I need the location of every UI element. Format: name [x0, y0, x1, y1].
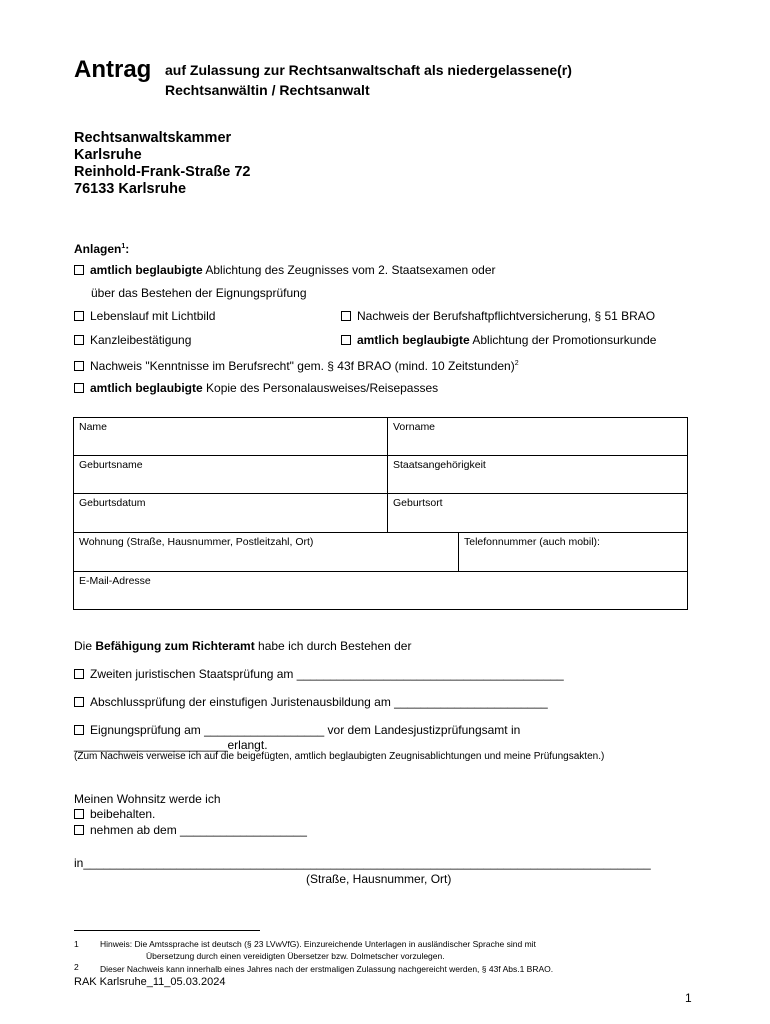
footnote-2-marker: 2: [74, 962, 79, 972]
anlage-ausweis: amtlich beglaubigte Kopie des Personalausweises/Reisepasses: [74, 381, 438, 395]
document-id: RAK Karlsruhe_11_05.03.2024: [74, 976, 226, 988]
field-label: E-Mail-Adresse: [79, 575, 151, 587]
anlage-promotion: amtlich beglaubigte Ablichtung der Promotionsurkunde: [341, 333, 656, 347]
footnote-2-text: Dieser Nachweis kann innerhalb eines Jahres nach der erstmaligen Zulassung nachgereicht werden, § 43f Abs.1 BRAO.: [100, 964, 554, 974]
checkbox[interactable]: [74, 825, 84, 835]
address-line: Reinhold-Frank-Straße 72: [74, 164, 251, 180]
checkbox[interactable]: [341, 335, 351, 345]
wohnsitz-intro: Meinen Wohnsitz werde ich: [74, 792, 221, 806]
wohnsitz-option-beibehalten: beibehalten.: [74, 807, 155, 821]
field-label: Geburtsort: [393, 497, 443, 509]
field-geburtsort[interactable]: [387, 493, 688, 533]
wohnsitz-caption: (Straße, Hausnummer, Ort): [306, 872, 452, 886]
checkbox[interactable]: [74, 383, 84, 393]
field-email[interactable]: [73, 571, 688, 610]
address-line: 76133 Karlsruhe: [74, 181, 187, 197]
anlage-kanzlei: Kanzleibestätigung: [74, 333, 191, 347]
title-line-1: auf Zulassung zur Rechtsanwaltschaft als niedergelassene(r): [165, 62, 572, 78]
footnote-1-line-2: Übersetzung durch einen vereidigten Übersetzer bzw. Dolmetscher vorzulegen.: [146, 951, 445, 961]
field-geburtsdatum[interactable]: [73, 493, 388, 533]
field-label: Wohnung (Straße, Hausnummer, Postleitzahl, Ort): [79, 536, 314, 548]
checkbox[interactable]: [74, 725, 84, 735]
richteramt-option-cont: _______________________erlangt.: [74, 738, 268, 752]
field-vorname[interactable]: [387, 417, 688, 456]
footnote-1-line-1: Hinweis: Die Amtssprache ist deutsch (§ 23 LVwVfG). Einzureichende Unterlagen in ausländischer Sprache sind mit: [100, 939, 536, 949]
anlage-berufshaftpflicht: Nachweis der Berufshaftpflichtversicherung, § 51 BRAO: [341, 309, 655, 323]
title-line-2: Rechtsanwältin / Rechtsanwalt: [165, 82, 370, 98]
address-line: Karlsruhe: [74, 147, 142, 163]
checkbox[interactable]: [74, 311, 84, 321]
footnote-1-marker: 1: [74, 939, 79, 949]
field-geburtsname[interactable]: [73, 455, 388, 494]
checkbox[interactable]: [74, 697, 84, 707]
wohnsitz-option-nehmen: nehmen ab dem ___________________: [74, 823, 307, 837]
field-wohnung[interactable]: [73, 532, 459, 572]
field-label: Name: [79, 421, 108, 433]
checkbox[interactable]: [341, 311, 351, 321]
anlage-lebenslauf: Lebenslauf mit Lichtbild: [74, 309, 215, 323]
address-line: Rechtsanwaltskammer: [74, 130, 232, 146]
page-number: 1: [685, 991, 692, 1005]
wohnsitz-in-line[interactable]: in_____________________________________________________________________________________: [74, 856, 651, 870]
richteramt-option-staatspruefung: Zweiten juristischen Staatsprüfung am ________________________________________: [74, 667, 564, 681]
field-label: Geburtsdatum: [79, 497, 146, 509]
checkbox[interactable]: [74, 361, 84, 371]
title-antrag: Antrag: [74, 56, 152, 83]
footnote-divider: [74, 930, 260, 931]
field-label: Geburtsname: [79, 459, 143, 471]
field-staatsangehoerigkeit[interactable]: [387, 455, 688, 494]
field-label: Staatsangehörigkeit: [393, 459, 486, 471]
checkbox[interactable]: [74, 669, 84, 679]
richteramt-option-eignungspruefung: Eignungsprüfung am __________________ vor dem Landesjustizprüfungsamt in: [74, 723, 520, 737]
anlage-zeugnis: amtlich beglaubigte Ablichtung des Zeugnisses vom 2. Staatsexamen oder: [74, 263, 496, 277]
richteramt-option-abschlusspruefung: Abschlussprüfung der einstufigen Juristenausbildung am _______________________: [74, 695, 548, 709]
checkbox[interactable]: [74, 809, 84, 819]
checkbox[interactable]: [74, 335, 84, 345]
field-label: Vorname: [393, 421, 436, 433]
anlage-kenntnisse: Nachweis "Kenntnisse im Berufsrecht" gem. § 43f BRAO (mind. 10 Zeitstunden)$^2$: [74, 357, 519, 373]
checkbox[interactable]: [74, 265, 84, 275]
field-name[interactable]: [73, 417, 388, 456]
field-telefon[interactable]: [458, 532, 688, 572]
richteramt-intro: Die Befähigung zum Richteramt habe ich durch Bestehen der: [74, 639, 412, 653]
recipient-address: [74, 130, 250, 198]
anlage-zeugnis-cont: über das Bestehen der Eignungsprüfung: [91, 286, 307, 300]
anlagen-heading: Anlagen$^1$:: [74, 242, 130, 256]
field-label: Telefonnummer (auch mobil):: [464, 536, 600, 548]
richteramt-note: (Zum Nachweis verweise ich auf die beigefügten, amtlich beglaubigten Zeugnisablichtungen und meine Prüfungsakten.): [74, 751, 605, 762]
